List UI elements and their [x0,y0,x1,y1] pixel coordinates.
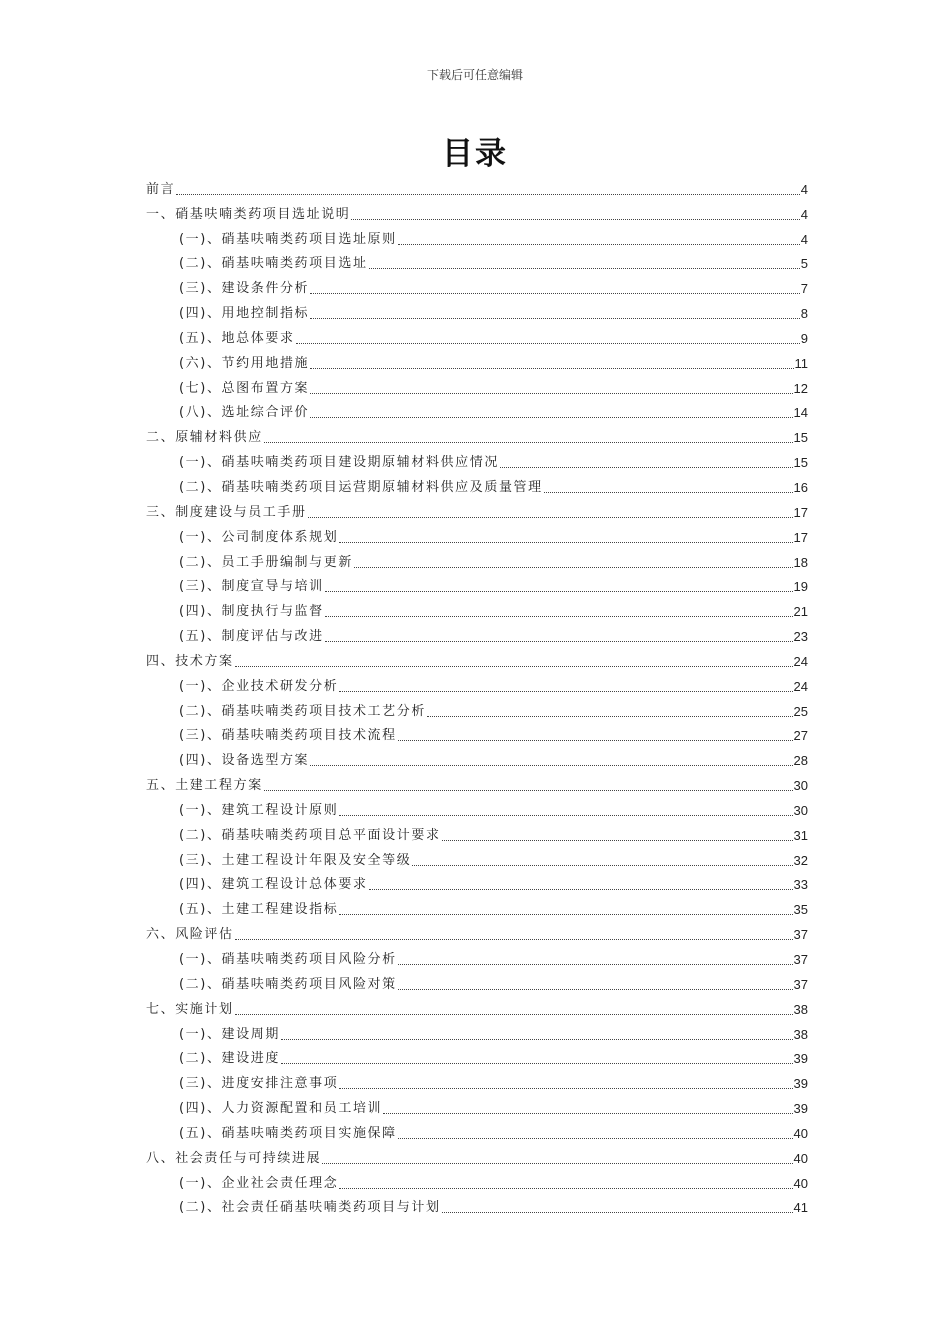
dot-leader [383,1113,792,1114]
toc-entry-page: 9 [800,330,808,346]
toc-entry[interactable] [146,945,808,970]
dot-leader [310,318,800,319]
dot-leader [354,567,793,568]
toc-entry-page: 37 [793,952,808,967]
toc-entry-page: 7 [800,281,808,297]
toc-entry[interactable] [146,250,808,275]
toc-entry-text: 前言 [146,181,176,197]
toc-entry[interactable] [146,1169,808,1194]
toc-entry-text: (一)、硝基呋喃类药项目风险分析 [179,952,397,967]
toc-entry-text: (一)、企业社会责任理念 [179,1175,339,1191]
toc-entry-page: 30 [793,802,808,818]
dot-leader [310,393,792,394]
toc-entry-page: 41 [793,1200,808,1216]
toc-entry-text: (七)、总图布置方案 [179,380,310,396]
toc-entry[interactable] [146,1094,808,1119]
toc-entry-page: 30 [793,778,808,794]
toc-entry-page: 31 [793,827,808,843]
toc-entry-page: 24 [793,653,808,669]
toc-entry[interactable] [146,523,808,548]
dot-leader [339,1188,792,1189]
toc-entry-page: 25 [793,703,808,719]
toc-entry-page: 40 [793,1125,808,1141]
dot-leader [296,343,800,344]
toc-entry-page: 35 [793,902,808,918]
toc-entry[interactable] [146,1020,808,1045]
toc-entry[interactable] [146,920,808,945]
toc-entry[interactable] [146,324,808,349]
toc-entry-page: 37 [793,927,808,943]
dot-leader [500,467,793,468]
toc-entry-text: (五)、硝基呋喃类药项目实施保障 [179,1125,397,1141]
dot-leader [442,1212,793,1213]
toc-entry-text: (一)、硝基呋喃类药项目建设期原辅材料供应情况 [179,455,499,471]
toc-entry-page: 38 [793,1001,808,1017]
dot-leader [235,939,793,940]
toc-entry-text: (三)、进度安排注意事项 [179,1076,339,1092]
toc-entry[interactable] [146,573,808,598]
toc-entry-text: (一)、公司制度体系规划 [179,529,339,545]
toc-entry[interactable] [146,746,808,771]
dot-leader [398,244,800,245]
toc-entry-page: 37 [793,976,808,992]
toc-entry[interactable] [146,175,808,200]
toc-entry-text: (一)、建筑工程设计原则 [179,802,339,818]
toc-entry-page: 14 [793,405,808,421]
toc-entry[interactable] [146,995,808,1020]
toc-entry-text: 六、风险评估 [146,927,234,943]
toc-entry-text: 二、原辅材料供应 [146,430,263,446]
toc-entry-text: (二)、硝基呋喃类药项目风险对策 [179,976,397,992]
toc-entry-text: (二)、员工手册编制与更新 [179,554,353,570]
dot-leader [544,492,793,493]
dot-leader [310,293,800,294]
toc-entry-page: 39 [793,1076,808,1092]
toc-entry-page: 39 [793,1101,808,1117]
toc-entry[interactable] [146,1144,808,1169]
toc-entry[interactable] [146,1194,808,1219]
toc-entry-page: 4 [800,231,808,247]
toc-entry-text: (四)、制度执行与监督 [179,604,324,620]
toc-entry-page: 21 [793,604,808,620]
toc-entry[interactable] [146,622,808,647]
toc-entry-text: (五)、土建工程建设指标 [179,902,339,918]
toc-entry-text: (四)、人力资源配置和员工培训 [179,1101,383,1117]
toc-entry-page: 15 [793,430,808,446]
toc-entry[interactable] [146,597,808,622]
toc-entry-page: 8 [800,306,808,322]
dot-leader [325,616,793,617]
toc-entry[interactable] [146,423,808,448]
dot-leader [339,691,792,692]
toc-entry[interactable] [146,299,808,324]
toc-entry-page: 27 [793,728,808,744]
toc-entry-text: (三)、土建工程设计年限及安全等级 [179,852,412,868]
dot-leader [369,268,800,269]
dot-leader [310,368,793,369]
toc-entry[interactable] [146,1119,808,1144]
dot-leader [264,790,793,791]
dot-leader [281,1063,793,1064]
dot-leader [310,765,792,766]
toc-entry-text: 四、技术方案 [146,653,234,669]
toc-entry-page: 39 [793,1051,808,1067]
toc-entry[interactable] [146,498,808,523]
toc-entry[interactable] [146,274,808,299]
toc-entry-text: (二)、硝基呋喃类药项目技术工艺分析 [179,703,426,719]
toc-entry-text: 七、实施计划 [146,1001,234,1017]
toc-entry-page: 16 [793,479,808,495]
toc-entry[interactable] [146,722,808,747]
toc-entry[interactable] [146,225,808,250]
toc-entry[interactable] [146,374,808,399]
toc-entry-text: 八、社会责任与可持续进展 [146,1150,322,1166]
toc-entry-text: 三、制度建设与员工手册 [146,504,307,520]
toc-entry-text: (八)、选址综合评价 [179,405,310,421]
header-note: 下载后可任意编辑 [426,68,523,82]
toc-entry[interactable] [146,448,808,473]
toc-entry-page: 40 [793,1150,808,1166]
dot-leader [322,1163,792,1164]
toc-entry[interactable] [146,473,808,498]
dot-leader [235,1014,793,1015]
dot-leader [427,716,793,717]
toc-entry-page: 4 [800,206,808,222]
dot-leader [264,442,793,443]
toc-entry[interactable] [146,846,808,871]
toc-entry-page: 19 [793,579,808,595]
toc-entry-page: 32 [793,852,808,868]
toc-entry[interactable] [146,672,808,697]
toc-entry[interactable] [146,895,808,920]
dot-leader [176,194,800,195]
table-of-contents [146,175,808,1218]
dot-leader [308,517,793,518]
toc-entry-text: (一)、硝基呋喃类药项目选址原则 [179,231,397,247]
toc-entry[interactable] [146,349,808,374]
toc-entry-page: 24 [793,678,808,694]
toc-entry-page: 38 [793,1026,808,1042]
page-title: 目录 [442,136,508,172]
toc-entry-text: (二)、硝基呋喃类药项目总平面设计要求 [179,827,441,843]
toc-entry-page: 5 [800,256,808,272]
toc-entry[interactable] [146,796,808,821]
dot-leader [325,591,793,592]
toc-entry-text: 五、土建工程方案 [146,778,263,794]
dot-leader [281,1039,793,1040]
toc-entry-text: (二)、建设进度 [179,1051,280,1067]
dot-leader [398,740,793,741]
toc-entry-page: 12 [793,380,808,396]
toc-entry[interactable] [146,970,808,995]
toc-entry-page: 23 [793,629,808,645]
toc-entry-text: (二)、社会责任硝基呋喃类药项目与计划 [179,1200,441,1216]
dot-leader [235,666,793,667]
toc-entry-text: 一、硝基呋喃类药项目选址说明 [146,206,351,222]
toc-entry-page: 28 [793,753,808,769]
dot-leader [339,542,792,543]
toc-entry[interactable] [146,399,808,424]
toc-entry[interactable] [146,821,808,846]
toc-entry-text: (四)、用地控制指标 [179,306,310,322]
dot-leader [339,1088,792,1089]
dot-leader [325,641,793,642]
toc-entry-text: (一)、建设周期 [179,1026,280,1042]
toc-entry-page: 18 [793,554,808,570]
dot-leader [351,219,799,220]
toc-entry[interactable] [146,1045,808,1070]
toc-entry-text: (四)、设备选型方案 [179,753,310,769]
toc-entry[interactable] [146,200,808,225]
toc-entry-page: 4 [800,181,808,197]
toc-entry-text: (一)、企业技术研发分析 [179,678,339,694]
dot-leader [398,1138,793,1139]
toc-entry[interactable] [146,771,808,796]
toc-entry-text: (三)、制度宣导与培训 [179,579,324,595]
toc-entry-text: (三)、建设条件分析 [179,281,310,297]
toc-entry-page: 40 [793,1175,808,1191]
toc-entry-page: 17 [793,504,808,520]
toc-entry[interactable] [146,697,808,722]
toc-entry[interactable] [146,871,808,896]
dot-leader [412,865,792,866]
dot-leader [339,914,792,915]
toc-entry-text: (三)、硝基呋喃类药项目技术流程 [179,728,397,744]
toc-entry-text: (二)、硝基呋喃类药项目选址 [179,256,368,272]
toc-entry-page: 33 [793,877,808,893]
toc-entry-page: 15 [793,455,808,471]
toc-entry[interactable] [146,548,808,573]
toc-entry-page: 17 [793,529,808,545]
dot-leader [339,815,792,816]
toc-entry-text: (五)、地总体要求 [179,330,295,346]
toc-entry-text: (五)、制度评估与改进 [179,629,324,645]
toc-entry-text: (二)、硝基呋喃类药项目运营期原辅材料供应及质量管理 [179,479,543,495]
dot-leader [310,417,792,418]
dot-leader [398,964,793,965]
dot-leader [369,889,793,890]
toc-entry-page: 11 [794,355,808,371]
dot-leader [442,840,793,841]
toc-entry-text: (六)、节约用地措施 [179,355,310,371]
toc-entry[interactable] [146,1069,808,1094]
toc-entry-text: (四)、建筑工程设计总体要求 [179,877,368,893]
toc-entry[interactable] [146,647,808,672]
dot-leader [398,989,793,990]
